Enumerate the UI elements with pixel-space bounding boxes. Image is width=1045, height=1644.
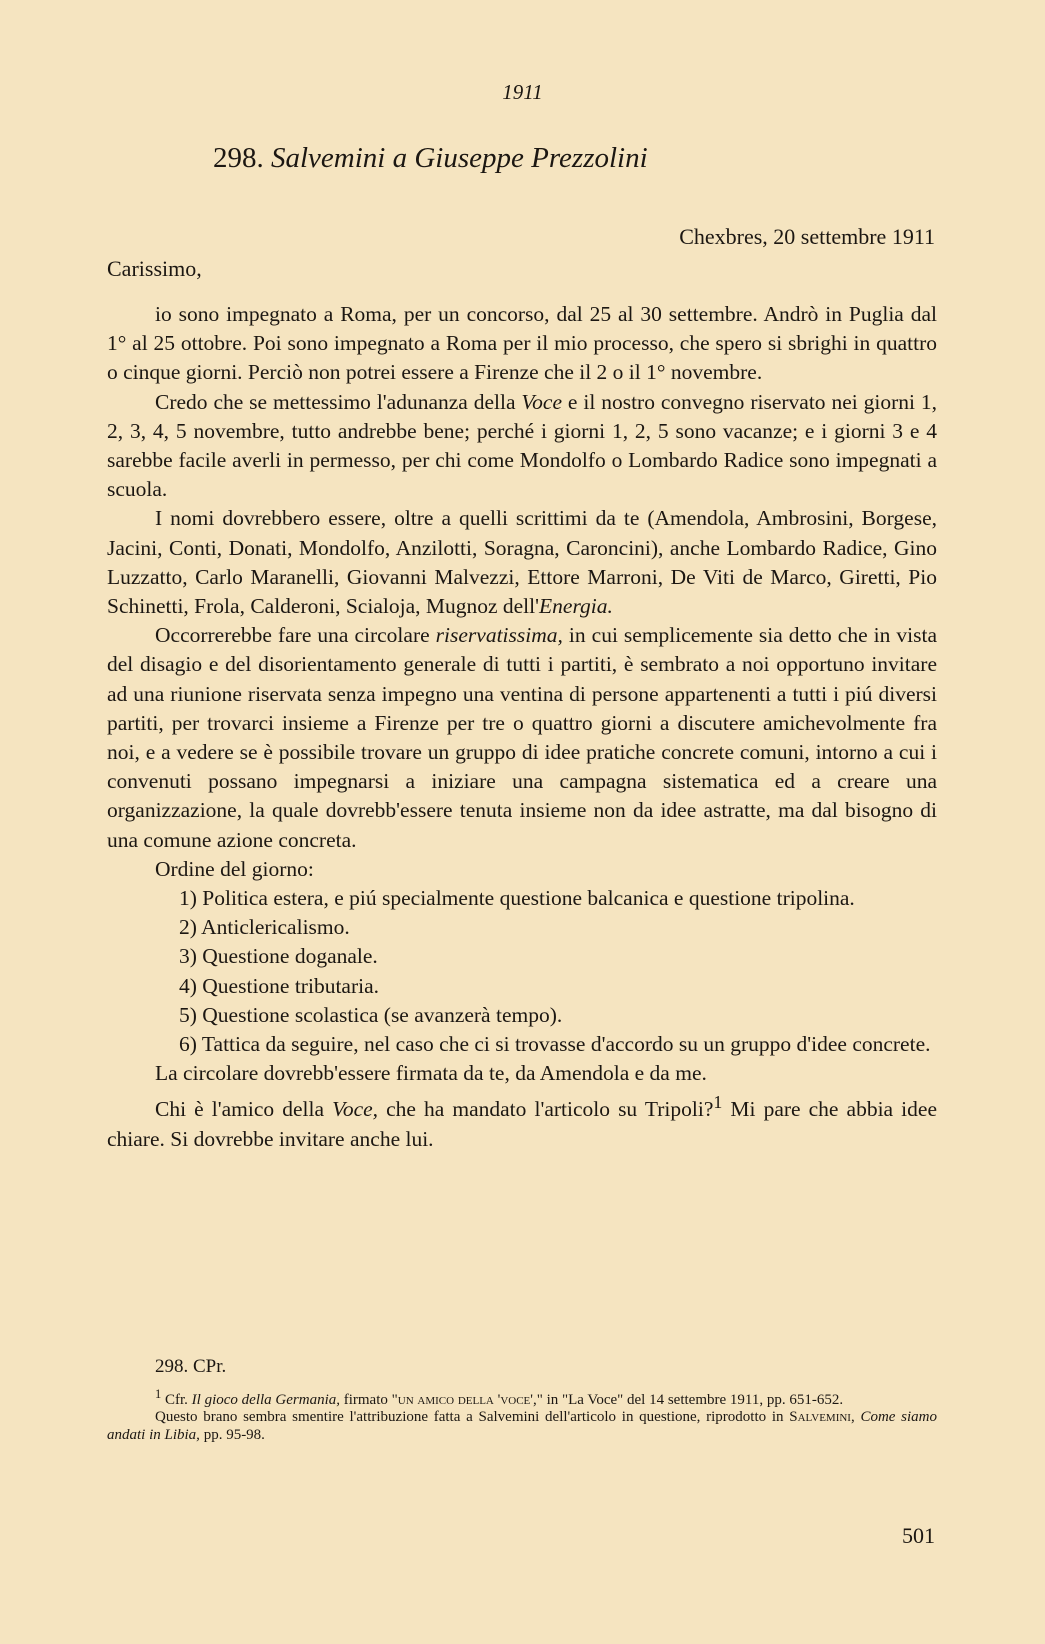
letter-heading: Salvemini a Giuseppe Prezzolini bbox=[271, 142, 648, 174]
letter-title bbox=[213, 142, 648, 175]
agenda-item-4: 4) Questione tributaria. bbox=[179, 973, 380, 998]
footnote-1: $^1$ Cfr. Il gioco della Germania, firmato "un amico della 'voce'," in "La Voce" del 14 settembre 1911, pp. 651-652. bbox=[155, 1386, 844, 1408]
paragraph-3: I nomi dovrebbero essere, oltre a quelli scrittimi da te (Amendola, Ambrosini, Borgese, Jacini, Conti, Donati, Mondolfo, Anzilotti, Soragna, Caroncini), anche Lombardo Radice, Gino Luzzatto, Carlo Maranelli, Giovanni Malvezzi, Ettore Marroni, De Viti de Marco, Giretti, Pio Schinetti, Frola, Calderoni, Scialoja, Mugnoz dell'Energia. bbox=[107, 506, 937, 619]
agenda-item-6: 6) Tattica da seguire, nel caso che ci si trovasse d'accordo su un gruppo d'idee concrete. bbox=[179, 1032, 931, 1057]
emphasis-riservatissima: riservatissima, bbox=[435, 623, 563, 648]
book-title: Come siamo andati in Libia, bbox=[107, 1409, 937, 1443]
agenda-item-5: 5) Questione scolastica (se avanzerà tempo). bbox=[179, 1002, 563, 1027]
salutation: Carissimo, bbox=[107, 256, 202, 281]
paragraph-1: io sono impegnato a Roma, per un concorso, dal 25 al 30 settembre. Andrò in Puglia dal 1° al 25 ottobre. Poi sono impegnato a Roma per il mio processo, che spero si sbrighi in quattro o cinque giorni. Perciò non potrei essere a Firenze che il 2 o il 1° novembre. bbox=[107, 302, 937, 385]
footnote-ref-1: 1 bbox=[713, 1092, 723, 1113]
dateline: Chexbres, 20 settembre 1911 bbox=[679, 224, 935, 249]
running-header-year: 1911 bbox=[502, 80, 543, 104]
paragraph-7: Chi è l'amico della Voce, che ha mandato l'articolo su Tripoli?$^1$ Mi pare che abbia idee chiare. Si dovrebbe invitare anche lui. bbox=[107, 1092, 937, 1151]
journal-title-voce: Voce bbox=[521, 389, 563, 414]
footnotes bbox=[107, 1358, 937, 1444]
agenda-item-1: 1) Politica estera, e piú specialmente questione balcanica e questione tripolina. bbox=[179, 886, 855, 911]
agenda-item-3: 3) Questione doganale. bbox=[179, 944, 378, 969]
paragraph-5: Ordine del giorno: bbox=[155, 856, 314, 881]
source-note: 298. CPr. bbox=[155, 1356, 227, 1377]
paragraph-6: La circolare dovrebb'essere firmata da te, da Amendola e da me. bbox=[155, 1061, 707, 1086]
letter-number: 298. bbox=[213, 142, 264, 174]
footnote-1-continuation: Questo brano sembra smentire l'attribuzione fatta a Salvemini dell'articolo in questione, riprodotto in Salvemini, Come siamo andati in Libia, pp. 95-98. bbox=[107, 1409, 937, 1443]
journal-title-energia: Energia. bbox=[539, 594, 613, 619]
letter-body bbox=[107, 300, 937, 1154]
page-number: 501 bbox=[902, 1523, 935, 1548]
paragraph-2: Credo che se mettessimo l'adunanza della Voce e il nostro convegno riservato nei giorni 1, 2, 3, 4, 5 novembre, tutto andrebbe bene; perché i giorni 1, 2, 5 sono vacanze; e i giorni 3 e 4 sarebbe facile averli in permesso, per chi come Mondolfo o Lombardo Radice sono impegnati a scuola. bbox=[107, 389, 937, 502]
paragraph-4: Occorrerebbe fare una circolare riservatissima, in cui semplicemente sia detto che in vista del disagio e del disorientamento generale di tutti i partiti, è sembrato a noi opportuno invitare ad una riunione riservata senza impegno una ventina di persone appartenenti a tutti i piú diversi partiti, per trovarci insieme a Firenze per tre o quattro giorni a discutere amichevolmente fra noi, e a vedere se è possibile trovare un gruppo di idee pratiche concrete comuni, intorno a cui i convenuti possano impegnarsi a iniziare una campagna sistematica ed a creare una organizzazione, la quale dovrebb'essere tenuta insieme non da idee astratte, ma dal bisogno di una comune azione concreta. bbox=[107, 623, 937, 852]
footnote-marker-1: 1 bbox=[155, 1386, 162, 1401]
journal-title-voce-2: Voce, bbox=[332, 1097, 379, 1122]
agenda-item-2: 2) Anticlericalismo. bbox=[179, 915, 350, 940]
article-title: Il gioco della Germania, bbox=[191, 1391, 340, 1408]
